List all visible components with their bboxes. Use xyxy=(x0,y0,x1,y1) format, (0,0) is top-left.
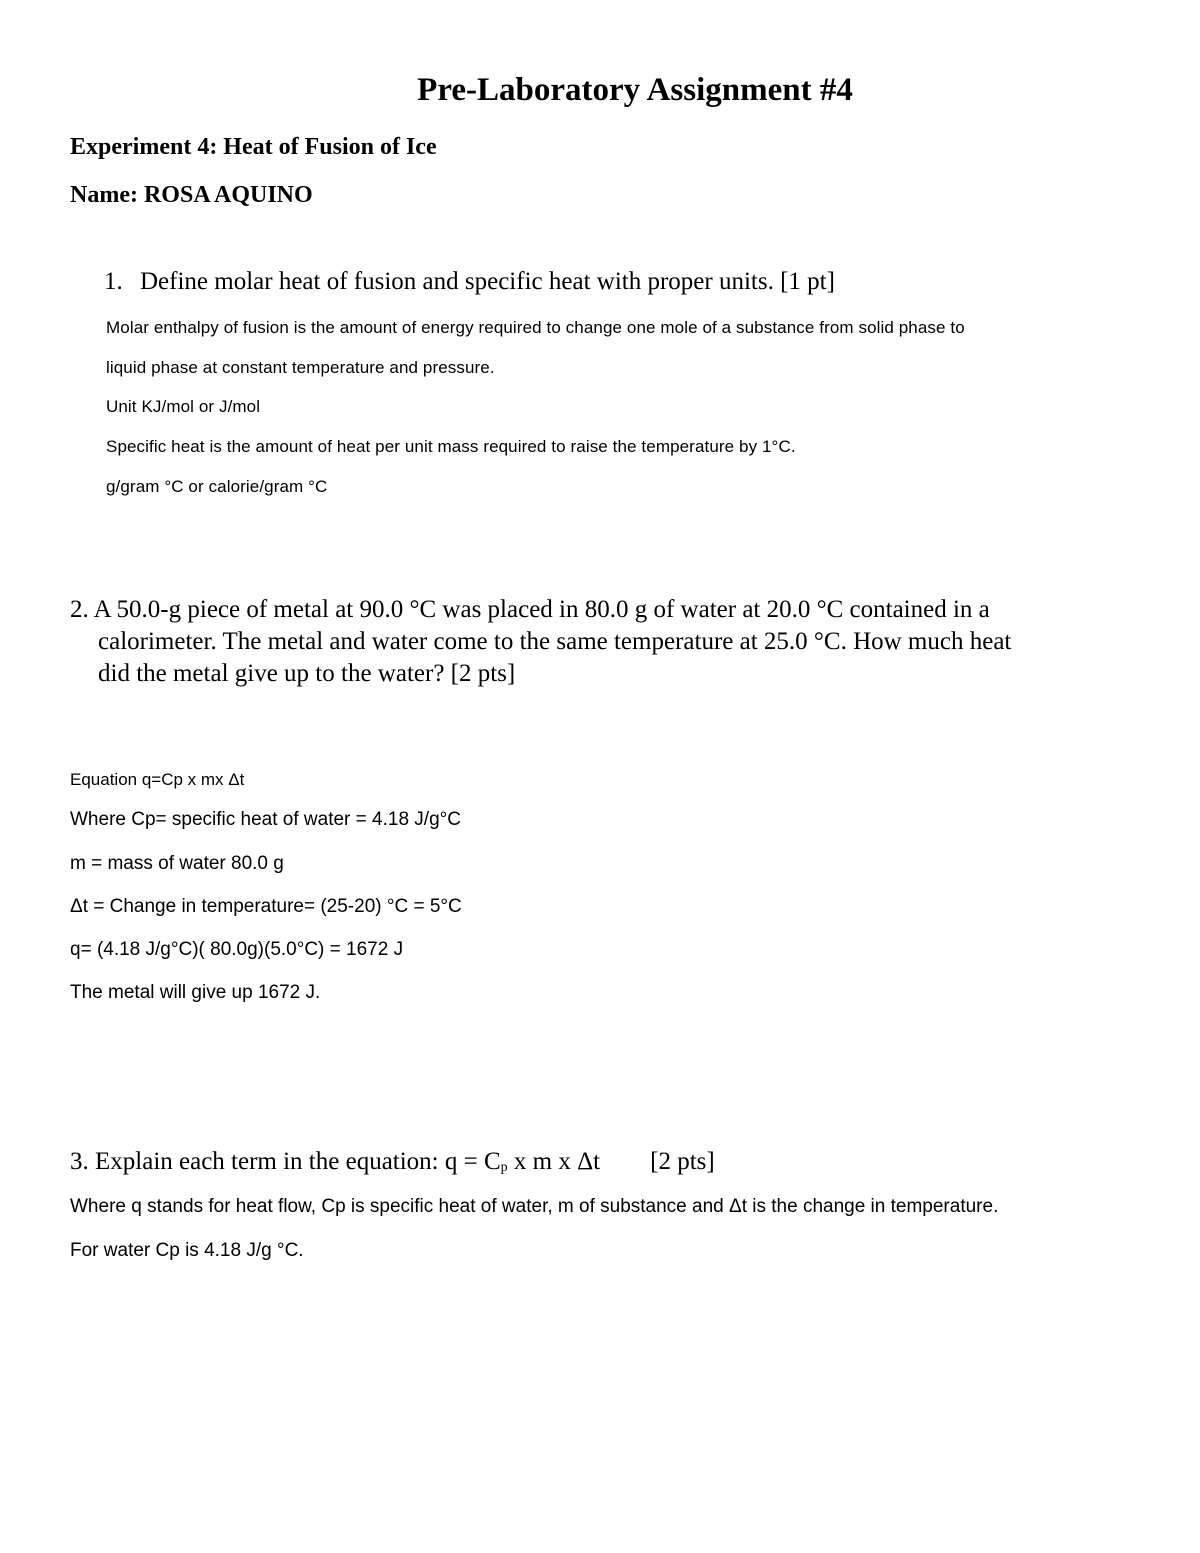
student-name: Name: ROSA AQUINO xyxy=(70,182,313,208)
answer-1-line: Specific heat is the amount of heat per unit mass required to raise the temperature by 1°C. xyxy=(106,437,796,456)
page-title: Pre-Laboratory Assignment #4 xyxy=(417,72,853,108)
answer-2-line: q= (4.18 J/g°C)( 80.0g)(5.0°C) = 1672 J xyxy=(70,939,404,960)
answer-2-line: Δt = Change in temperature= (25-20) °C = 5°C xyxy=(70,896,462,917)
question-1-number: 1. xyxy=(104,268,123,295)
answer-2-line: Where Cp= specific heat of water = 4.18 J/g°C xyxy=(70,809,461,830)
answer-2-line: m = mass of water 80.0 g xyxy=(70,853,284,874)
answer-1-line: Molar enthalpy of fusion is the amount of energy required to change one mole of a substance from solid phase to xyxy=(106,318,965,337)
question-1 xyxy=(104,268,835,296)
answer-2-line: The metal will give up 1672 J. xyxy=(70,982,321,1003)
question-1-text: Define molar heat of fusion and specific heat with proper units. [1 pt] xyxy=(140,268,835,295)
question-3-prefix: 3. Explain each term in the equation: q = C xyxy=(70,1148,501,1175)
question-2-line: calorimeter. The metal and water come to the same temperature at 25.0 °C. How much heat xyxy=(98,628,1012,655)
answer-1-line: g/gram °C or calorie/gram °C xyxy=(106,477,328,496)
question-2 xyxy=(70,594,1130,690)
question-3 xyxy=(70,1148,715,1176)
answer-3-line: Where q stands for heat flow, Cp is specific heat of water, m of substance and Δt is the change in temperature. xyxy=(70,1196,999,1217)
question-2-line: 2. A 50.0-g piece of metal at 90.0 °C was placed in 80.0 g of water at 20.0 °C contained in a xyxy=(70,596,990,623)
answer-2-equation: Equation q=Cp x mx Δt xyxy=(70,770,245,789)
answer-1-line: Unit KJ/mol or J/mol xyxy=(106,397,261,416)
question-2-line: did the metal give up to the water? [2 pts] xyxy=(98,660,516,687)
answer-1-line: liquid phase at constant temperature and pressure. xyxy=(106,358,495,377)
experiment-heading: Experiment 4: Heat of Fusion of Ice xyxy=(70,134,437,160)
answer-3-line: For water Cp is 4.18 J/g °C. xyxy=(70,1240,304,1261)
question-3-subscript: p xyxy=(500,1160,508,1175)
question-3-suffix: x m x Δt [2 pts] xyxy=(507,1148,715,1175)
